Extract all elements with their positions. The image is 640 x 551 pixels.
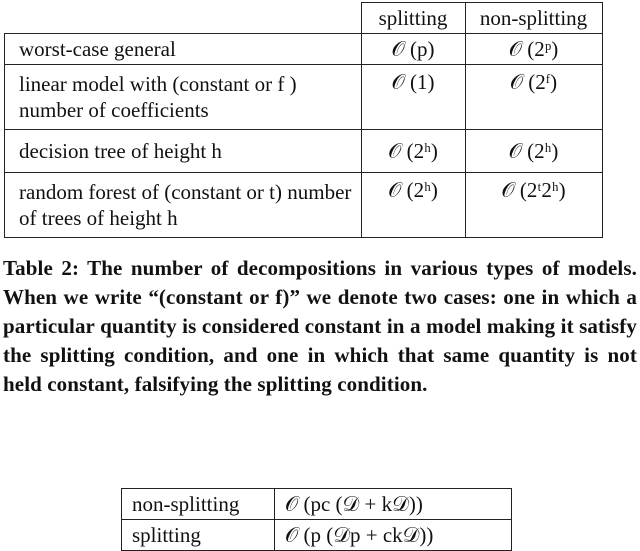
row-label: decision tree of height h (5, 130, 362, 173)
complexity-table (121, 488, 512, 551)
splitting-value: 𝒪 (1) (361, 65, 465, 130)
row-label: random forest of (constant or t) number of trees of height h (5, 173, 362, 238)
non-splitting-value: 𝒪 (2ᵗ2ʰ) (465, 173, 602, 238)
table-row (5, 34, 603, 65)
table-row (5, 65, 603, 130)
table-row (5, 173, 603, 238)
table-caption: Table 2: The number of decompositions in various types of models. When we write “(constant or f)” we denote two cases: one in which a particular quantity is considered constant in a model making it satisfy the splitting condition, and one in which that same quantity is not held constant, falsifying the splitting condition. (3, 256, 637, 396)
decomposition-table (4, 2, 603, 238)
non-splitting-value: 𝒪 (2ᵖ) (465, 34, 602, 65)
header-non-splitting: non-splitting (465, 3, 602, 34)
non-splitting-value: 𝒪 (2ʰ) (465, 130, 602, 173)
row-label: worst-case general (5, 34, 362, 65)
row-label: splitting (122, 520, 275, 551)
splitting-value: 𝒪 (2ʰ) (361, 130, 465, 173)
header-empty-cell (5, 3, 362, 34)
complexity-value: 𝒪 (p (𝒟p + ck𝒟)) (275, 520, 512, 551)
table-header-row (5, 3, 603, 34)
table-row (122, 489, 512, 520)
header-splitting: splitting (361, 3, 465, 34)
splitting-value: 𝒪 (2ʰ) (361, 173, 465, 238)
non-splitting-value: 𝒪 (2ᶠ) (465, 65, 602, 130)
table-row (122, 520, 512, 551)
complexity-value: 𝒪 (pc (𝒟 + k𝒟)) (275, 489, 512, 520)
splitting-value: 𝒪 (p) (361, 34, 465, 65)
table-row (5, 130, 603, 173)
row-label: non-splitting (122, 489, 275, 520)
row-label: linear model with (constant or f ) number of coefficients (5, 65, 362, 130)
